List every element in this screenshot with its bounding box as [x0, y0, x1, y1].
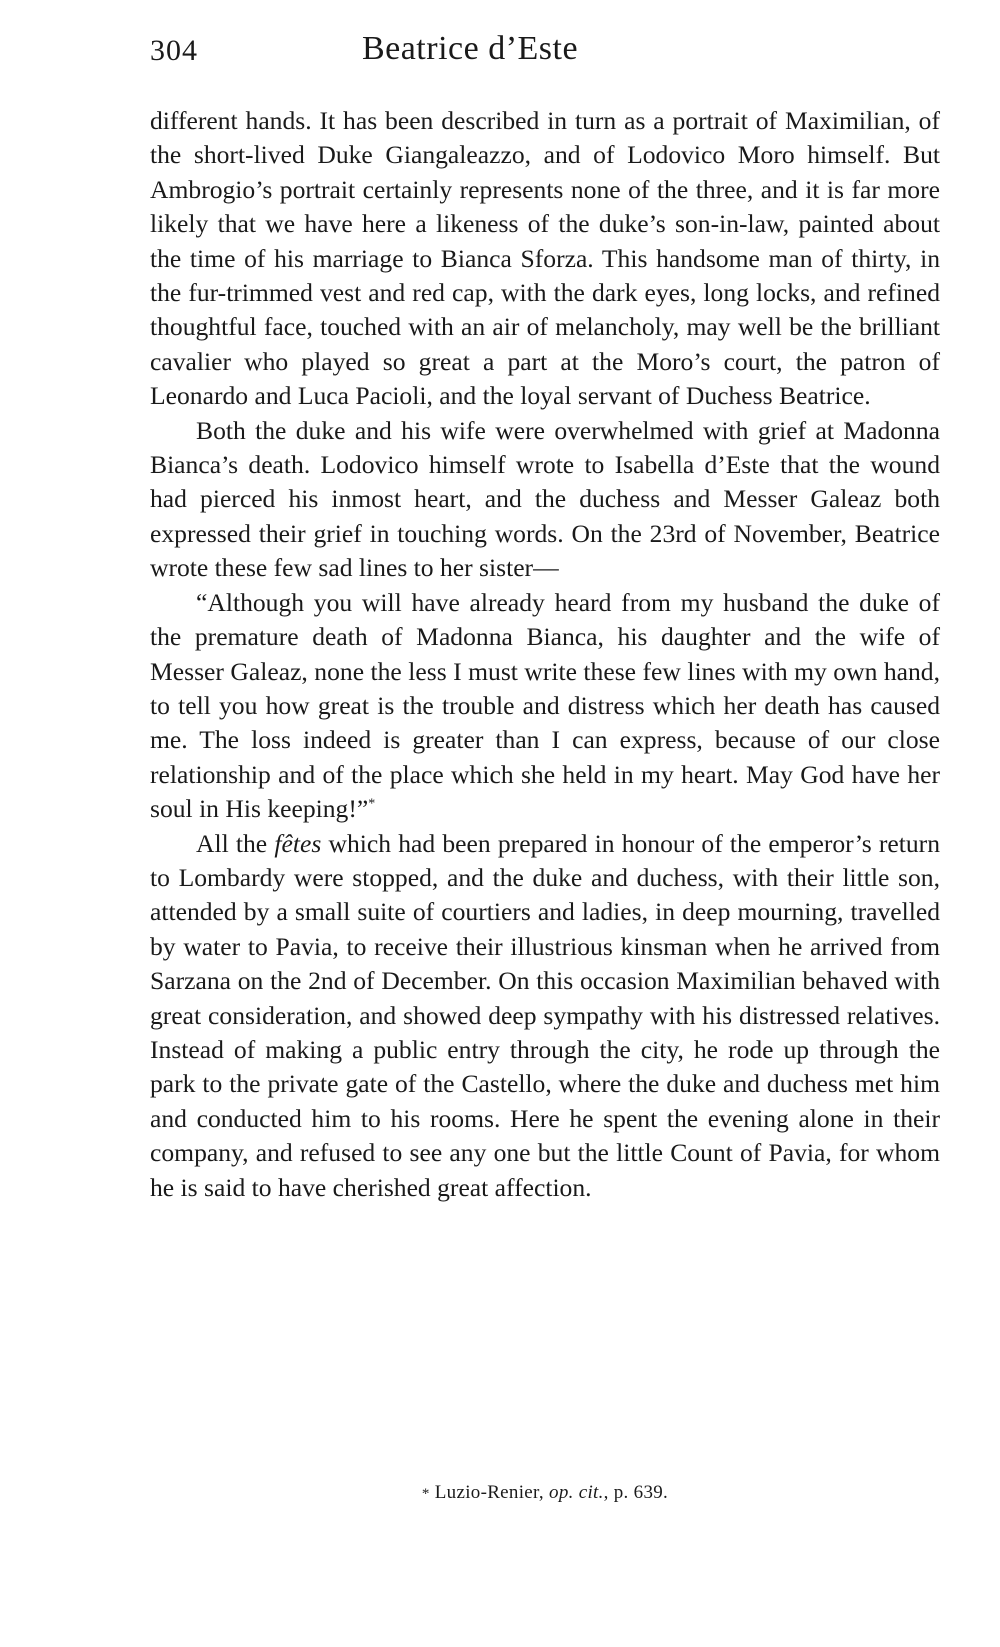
paragraph-4-text-after: which had been prepared in honour of the emperor’s return to Lombardy were stopped, and the duke and duchess, with their little son, attended by a small suite of courtiers and ladies, in deep mourning, travelled by water to Pavia, to receive their illustrious kinsman when he arrived from Sarzana on the 2nd of December. On this occasion Maximilian behaved with great consideration, and showed deep sympathy with his distressed relatives. Instead of making a public entry through the city, he rode up through the park to the private gate of the Castello, where the duke and duchess met him and conducted him to his rooms. Here he spent the evening alone in their company, and refused to see any one but the little Count of Pavia, for whom he is said to have cherished great affection.: [150, 828, 940, 1202]
footnote-page-ref: , p. 639.: [603, 1482, 669, 1503]
paragraph-3-text: “Although you will have already heard from my husband the duke of the premature death of Madonna Bianca, his daughter and the wife of Messer Galeaz, none the less I must write these few lines with my own hand, to tell you how great is the trouble and distress which her death has caused me. The loss indeed is greater than I can express, because of our close relationship and of the place which she held in my heart. May God have her soul in His keeping!”: [150, 587, 940, 824]
footnote-mark: *: [421, 1486, 430, 1502]
paragraph-3-letter-quote: [150, 586, 940, 827]
paragraph-2-text: Both the duke and his wife were overwhelmed with grief at Madonna Bianca’s death. Lodovico himself wrote to Isabella d’Este that the wound had pierced his inmost heart, and the duchess and Messer Galeaz both expressed their grief in touching words. On the 23rd of November, Beatrice wrote these few sad lines to her sister—: [150, 415, 940, 583]
footnote-author: Luzio-Renier,: [434, 1482, 544, 1503]
paragraph-4: [150, 827, 940, 1205]
paragraph-4-italic-fetes: fêtes: [274, 828, 322, 858]
footnote: [150, 1482, 940, 1504]
footnote-reference-mark: *: [368, 796, 376, 812]
paragraph-4-text-before: All the: [196, 828, 275, 858]
paragraph-1-text: different hands. It has been described in turn as a portrait of Maximilian, of the short-lived Duke Giangaleazzo, and of Lodovico Moro himself. But Ambrogio’s portrait certainly represents none of the three, and it is far more likely that we have here a likeness of the duke’s son-in-law, painted about the time of his marriage to Bianca Sforza. This handsome man of thirty, in the fur-trimmed vest and red cap, with the dark eyes, long locks, and refined thoughtful face, touched with an air of melancholy, may well be the brilliant cavalier who played so great a part at the Moro’s court, the patron of Leonardo and Luca Pacioli, and the loyal servant of Duchess Beatrice.: [150, 106, 940, 411]
footnote-op-cit: op. cit.: [549, 1482, 604, 1503]
body-text: [150, 104, 940, 1205]
running-head: [150, 30, 940, 80]
paragraph-2: [150, 414, 940, 586]
paragraph-1: [150, 104, 940, 414]
page-number: 304: [150, 34, 198, 67]
running-title: Beatrice d’Este: [361, 30, 579, 67]
